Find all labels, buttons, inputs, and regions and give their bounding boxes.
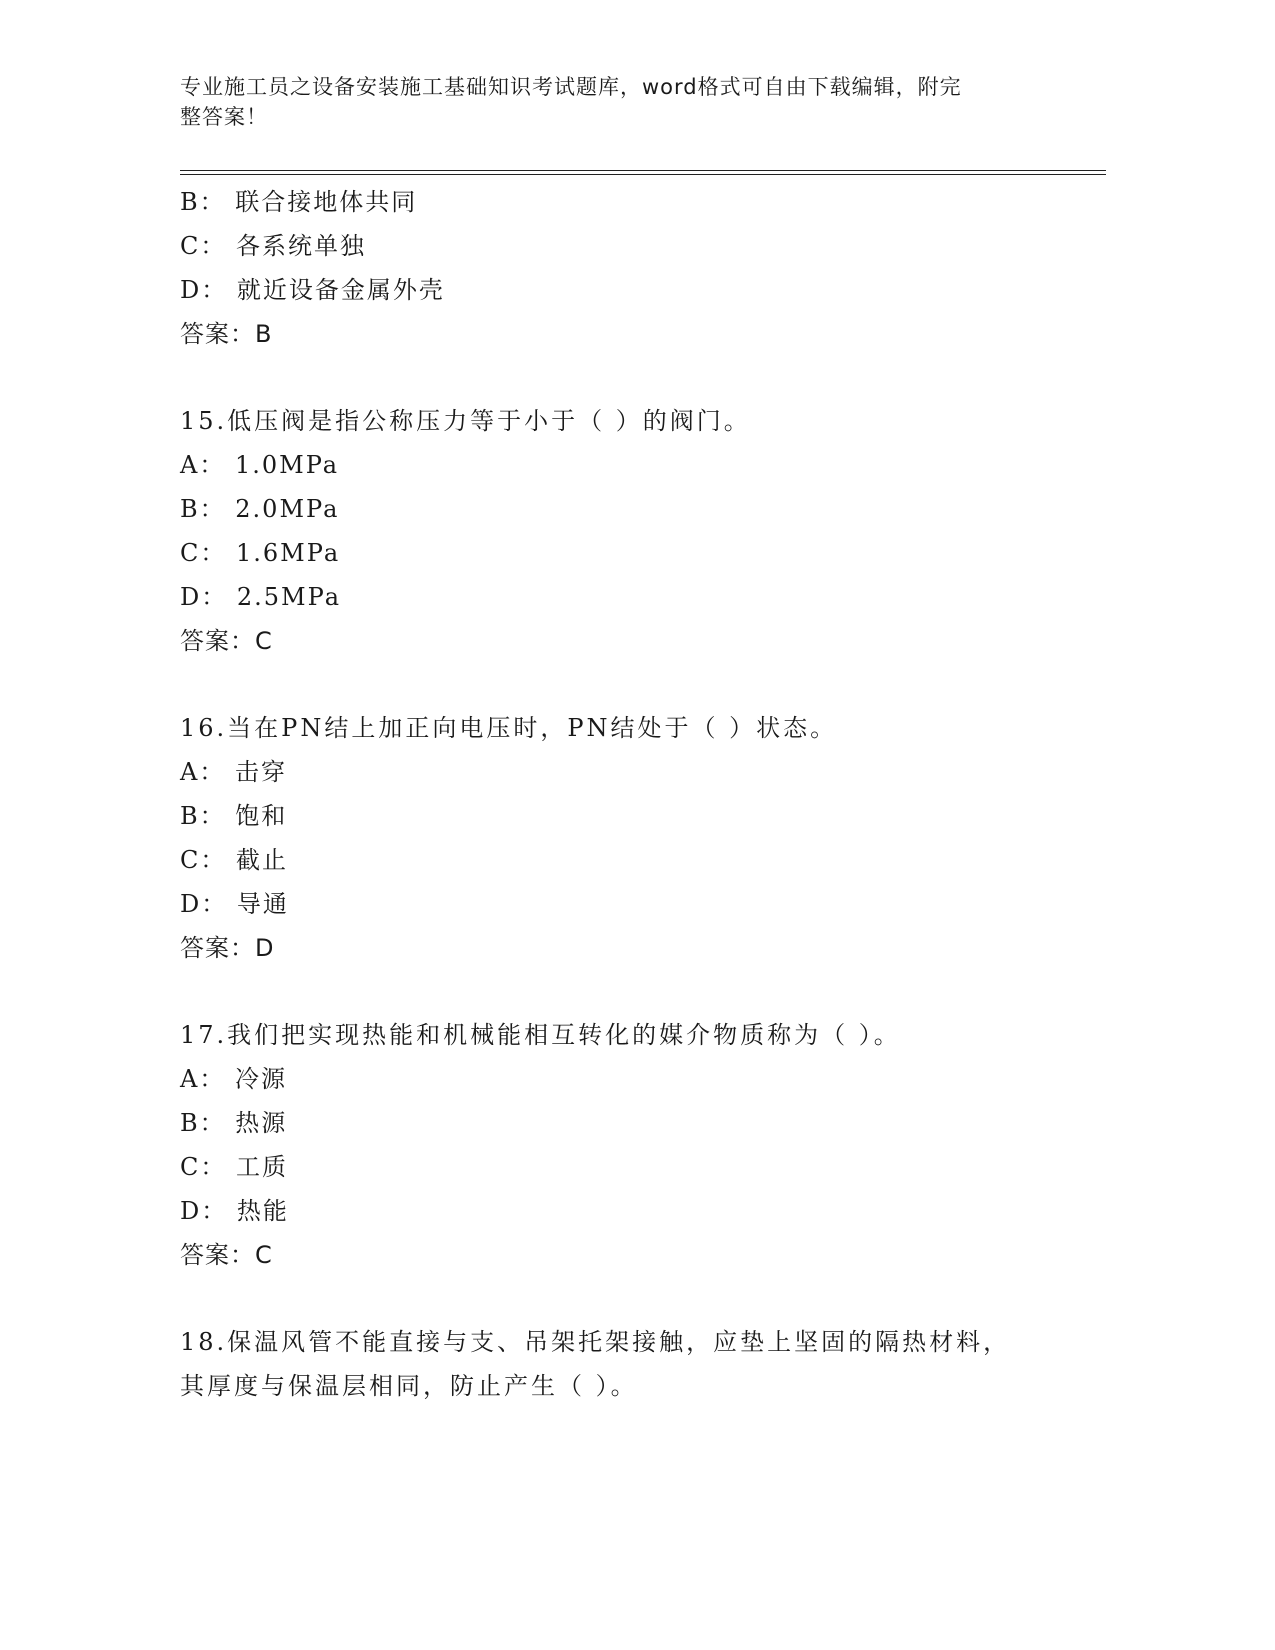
- question-stem: 16.当在PN结上加正向电压时，PN结处于（ ）状态。: [180, 714, 838, 742]
- answer: 答案：B: [180, 320, 273, 348]
- question-stem-line-1: 18.保温风管不能直接与支、吊架托架接触，应垫上坚固的隔热材料，: [180, 1328, 1011, 1356]
- document-header: [180, 72, 1050, 132]
- answer: 答案：C: [180, 627, 273, 655]
- option-d: D： 导通: [180, 890, 289, 918]
- header-divider-top: [180, 170, 1106, 171]
- option-a: A： 冷源: [180, 1065, 287, 1093]
- question-stem: 15.低压阀是指公称压力等于小于（ ）的阀门。: [180, 407, 751, 435]
- option-b: B： 热源: [180, 1109, 288, 1137]
- question-stem-line-2: 其厚度与保温层相同，防止产生（ ）。: [180, 1372, 638, 1400]
- header-line-1: 专业施工员之设备安装施工基础知识考试题库，word格式可自由下载编辑，附完: [180, 75, 962, 99]
- question-16: [180, 706, 1080, 970]
- option-d: D： 就近设备金属外壳: [180, 276, 445, 304]
- option-b: B： 联合接地体共同: [180, 188, 418, 216]
- option-a: A： 1.0MPa: [180, 451, 340, 479]
- option-a: A： 击穿: [180, 758, 287, 786]
- option-c: C： 工质: [180, 1153, 289, 1181]
- option-b: B： 饱和: [180, 802, 288, 830]
- header-line-2: 整答案！: [180, 105, 268, 129]
- option-d: D： 2.5MPa: [180, 583, 342, 611]
- question-14-tail: [180, 180, 1080, 356]
- question-list: [180, 180, 1080, 1408]
- question-stem: 17.我们把实现热能和机械能相互转化的媒介物质称为（ ）。: [180, 1021, 901, 1049]
- answer: 答案：C: [180, 1241, 273, 1269]
- header-divider-bottom: [180, 174, 1106, 175]
- question-17: [180, 1013, 1080, 1277]
- option-c: C： 截止: [180, 846, 289, 874]
- question-18: [180, 1320, 1080, 1408]
- option-d: D： 热能: [180, 1197, 289, 1225]
- option-c: C： 1.6MPa: [180, 539, 341, 567]
- option-c: C： 各系统单独: [180, 232, 367, 260]
- question-15: [180, 399, 1080, 663]
- option-b: B： 2.0MPa: [180, 495, 340, 523]
- answer: 答案：D: [180, 934, 275, 962]
